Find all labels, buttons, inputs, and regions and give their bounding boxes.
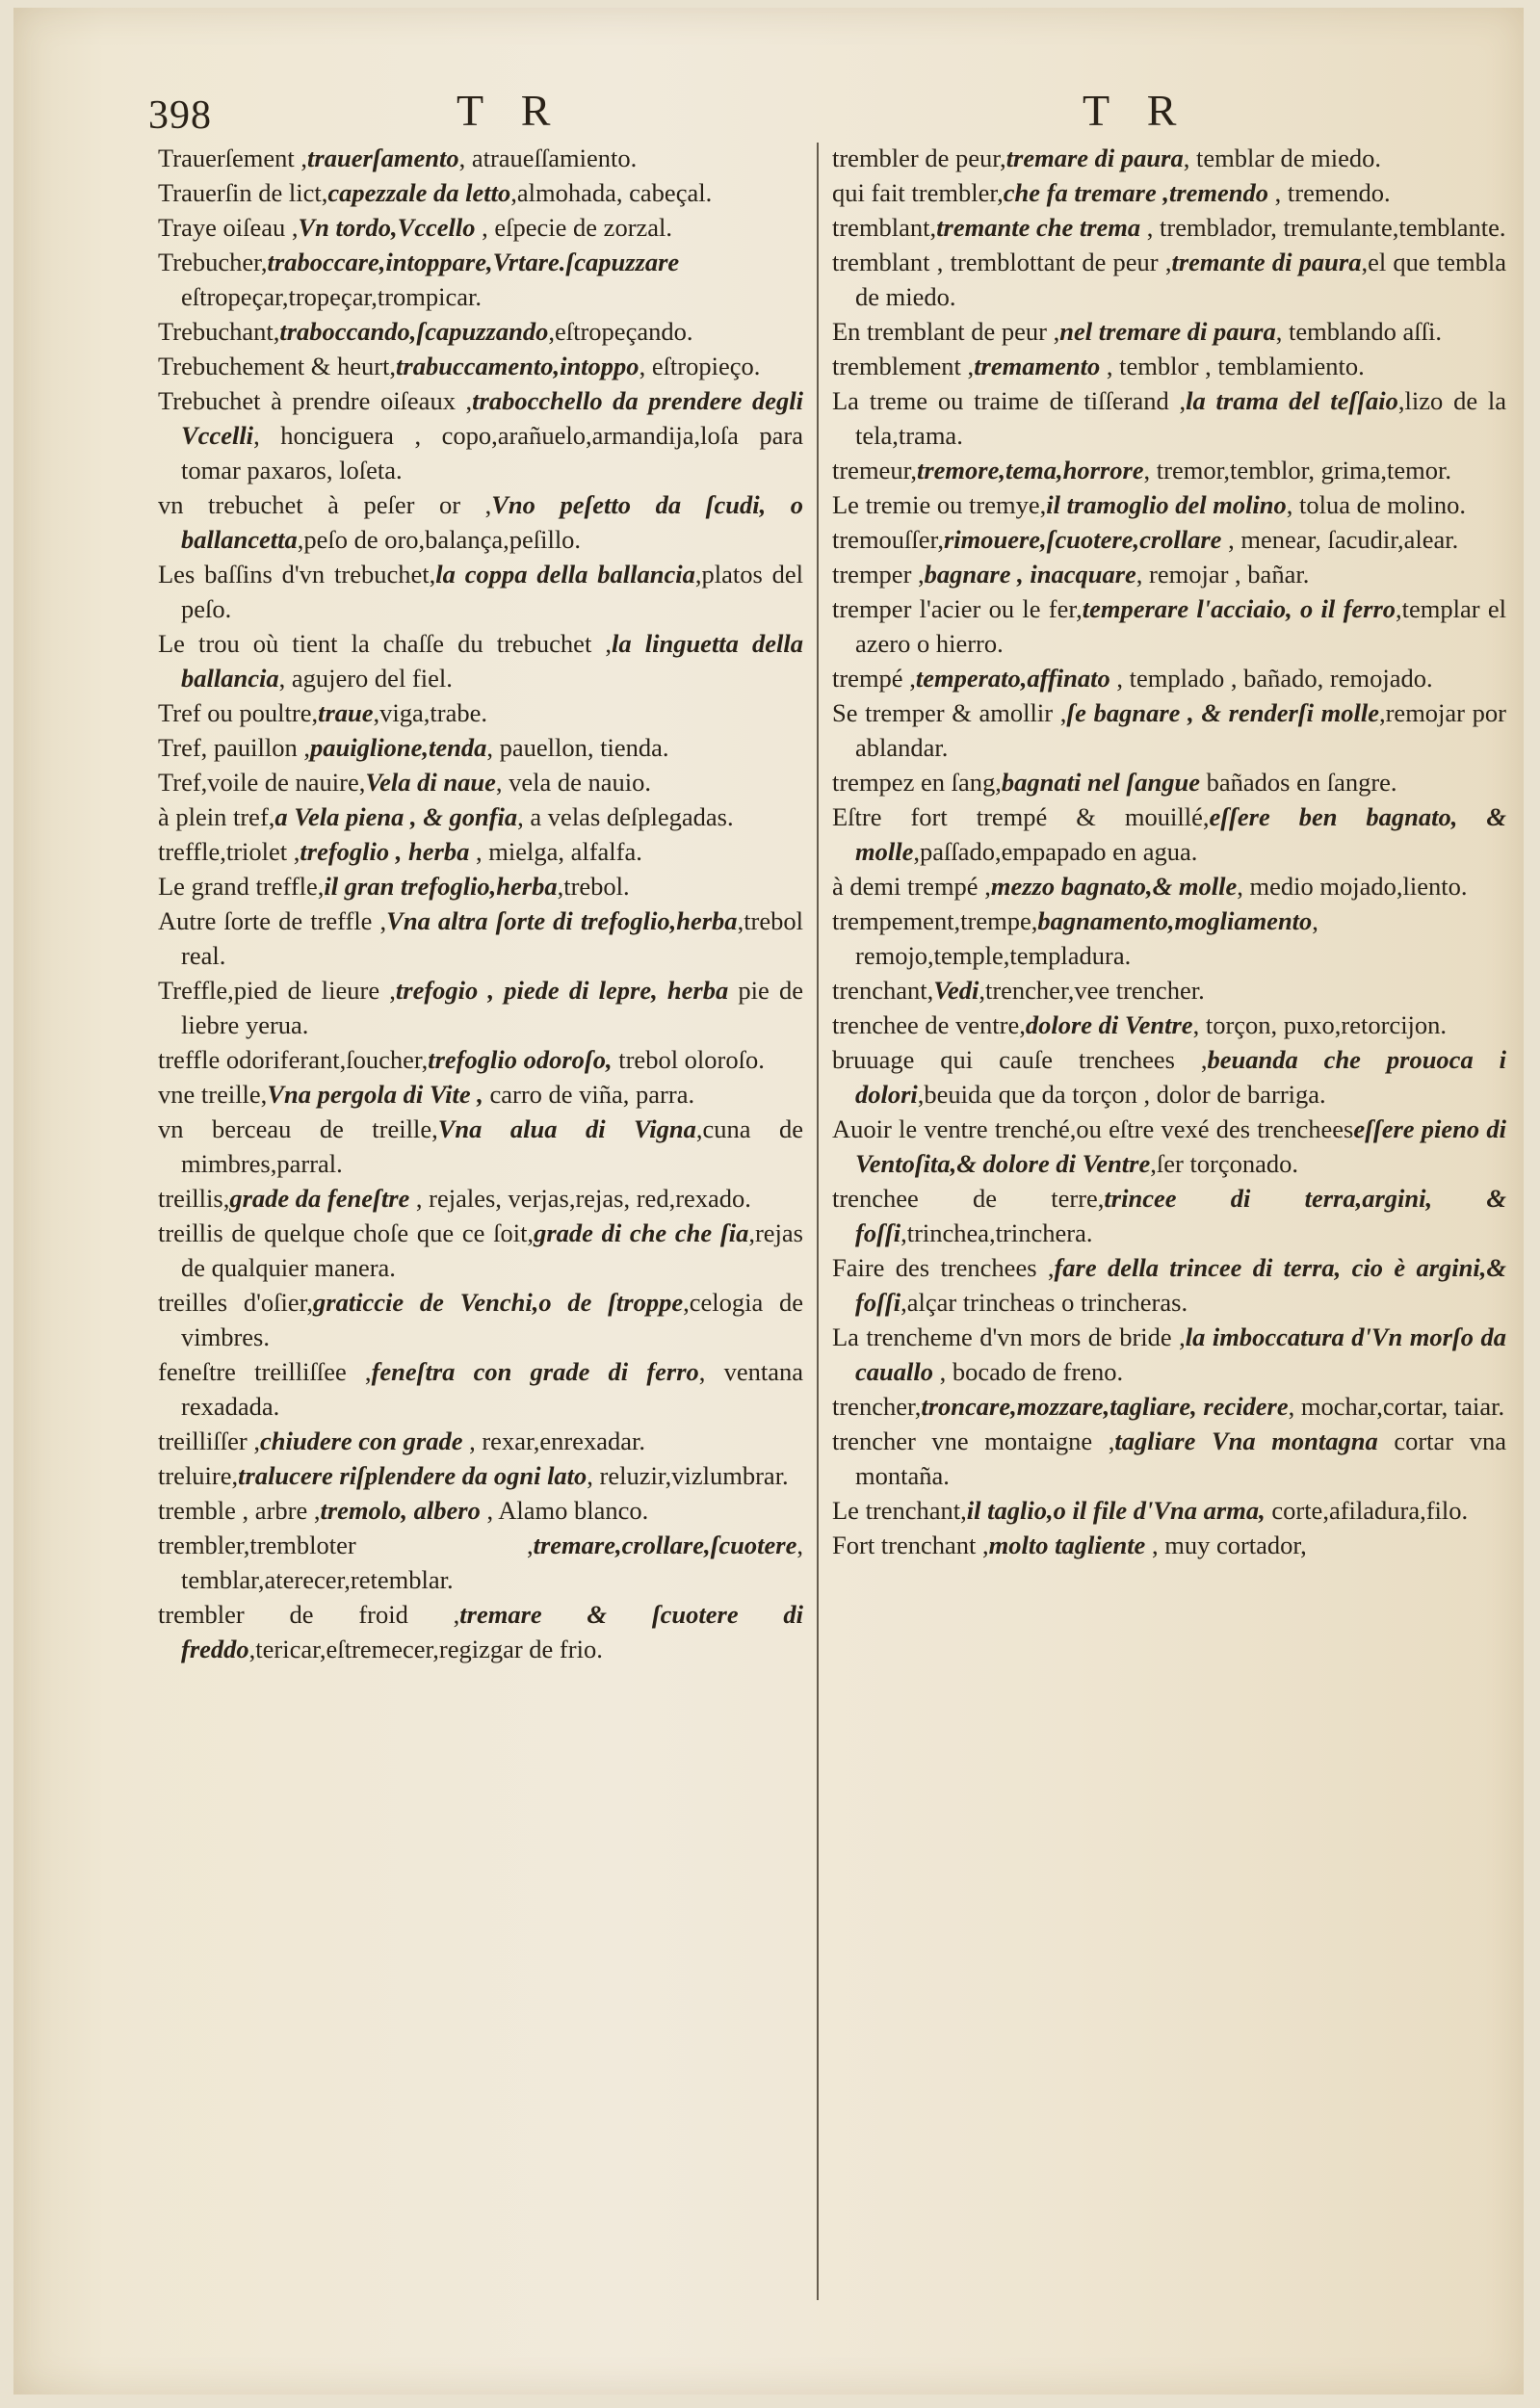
french-headword: trenchee de terre, — [832, 1184, 1105, 1213]
french-headword: vn berceau de treille, — [158, 1114, 438, 1143]
italian-translation: bagnati nel ſangue — [1001, 768, 1200, 797]
spanish-translation: , eſpecie de zorzal. — [475, 213, 673, 242]
italian-translation: la coppa della ballancia — [435, 560, 695, 589]
italian-translation: ſe bagnare , & renderſi molle — [1066, 698, 1379, 727]
right-column — [832, 141, 1506, 1562]
italian-translation: eſſere pieno di Ventoſita,& dolore di Ventre — [855, 1114, 1506, 1178]
french-headword: La treme ou traime de tiſſerand , — [832, 386, 1187, 415]
spanish-translation: , tremendo. — [1268, 178, 1391, 207]
italian-translation: trauerſamento — [307, 144, 459, 172]
dictionary-entry — [832, 973, 1506, 1008]
spanish-translation: ,trinchea,trinchera. — [901, 1218, 1093, 1247]
spanish-translation: ,paſſado,empapado en agua. — [913, 837, 1198, 866]
spanish-translation: , torçon, puxo,retorcijon. — [1192, 1010, 1448, 1039]
italian-translation: dolore di Ventre — [1025, 1010, 1193, 1039]
italian-translation: tremante di paura — [1171, 248, 1362, 276]
french-headword: treffle odoriferant,ſoucher, — [158, 1045, 429, 1074]
dictionary-entry — [832, 557, 1506, 591]
spanish-translation: , atraueſſamiento. — [458, 144, 638, 172]
dictionary-entry — [832, 522, 1506, 557]
dictionary-entry — [158, 1285, 803, 1354]
spanish-translation: ,rejas de qualquier manera. — [181, 1218, 803, 1282]
french-headword: Le tremie ou tremye, — [832, 490, 1047, 519]
dictionary-entry — [158, 626, 803, 695]
page-header — [13, 83, 1524, 141]
french-headword: trenchee de ventre, — [832, 1010, 1026, 1039]
french-headword: trembler de peur, — [832, 144, 1006, 172]
spanish-translation: ,almohada, cabeçal. — [510, 178, 713, 207]
spanish-translation: , templado , bañado, remojado. — [1109, 664, 1433, 693]
french-headword: tremouſſer, — [832, 525, 944, 554]
french-headword: vn trebuchet à peſer or , — [158, 490, 492, 519]
dictionary-entry — [832, 141, 1506, 175]
french-headword: Autre ſorte de treffle , — [158, 906, 387, 935]
spanish-translation: , muy cortador, — [1145, 1531, 1307, 1559]
italian-translation: traboccare,intoppare,Vrtare.ſcapuzzare — [267, 248, 680, 276]
french-headword: tremblement , — [832, 352, 975, 380]
dictionary-entry — [832, 1389, 1506, 1424]
french-headword: tremblant , tremblottant de peur , — [832, 248, 1172, 276]
french-headword: Le grand treffle, — [158, 872, 325, 901]
spanish-translation: ,peſo de oro,balança,peſillo. — [297, 525, 582, 554]
spanish-translation: , a velas deſplegadas. — [517, 802, 734, 831]
dictionary-entry — [158, 1458, 803, 1493]
italian-translation: grade di che che ſia — [534, 1218, 749, 1247]
spanish-translation: , tremor,temblor, grima,temor. — [1143, 456, 1452, 484]
italian-translation: graticcie de Venchi,o de ſtroppe — [313, 1288, 684, 1317]
dictionary-entry — [158, 695, 803, 730]
french-headword: tremper l'acier ou le fer, — [832, 594, 1083, 623]
dictionary-entry — [158, 834, 803, 869]
spanish-translation: , ventana rexadada. — [181, 1357, 803, 1421]
italian-translation: Vedi — [933, 976, 979, 1005]
dictionary-entry — [832, 1042, 1506, 1112]
dictionary-entry — [832, 1320, 1506, 1389]
italian-translation: che fa tremare ,tremendo — [1003, 178, 1269, 207]
dictionary-entry — [832, 1424, 1506, 1493]
italian-translation: tremore,tema,horrore — [916, 456, 1144, 484]
dictionary-entry — [158, 349, 803, 383]
spanish-translation: , temblar,aterecer,retemblar. — [181, 1531, 803, 1594]
running-head-left: T R — [457, 86, 564, 135]
french-headword: feneſtre treilliſſee , — [158, 1357, 372, 1386]
dictionary-entry — [832, 903, 1506, 973]
spanish-translation: , temblar de miedo. — [1183, 144, 1382, 172]
spanish-translation: , remojo,temple,templadura. — [855, 906, 1318, 970]
french-headword: tremper , — [832, 560, 925, 589]
italian-translation: bagnamento,mogliamento — [1037, 906, 1313, 935]
french-headword: vne treille, — [158, 1080, 268, 1109]
spanish-translation: , pauellon, tienda. — [486, 733, 669, 762]
italian-translation: la trama del teſſaio — [1186, 386, 1398, 415]
italian-translation: la imboccatura d'Vn morſo da cauallo — [855, 1322, 1506, 1386]
spanish-translation: , menear, ſacudir,alear. — [1221, 525, 1459, 554]
french-headword: Traye oiſeau , — [158, 213, 299, 242]
spanish-translation: ,trebol. — [557, 872, 630, 901]
french-headword: Se tremper & amollir , — [832, 698, 1067, 727]
dictionary-entry — [158, 1112, 803, 1181]
spanish-translation: , vela de nauio. — [495, 768, 652, 797]
dictionary-entry — [832, 349, 1506, 383]
italian-translation: tralucere riſplendere da ogni lato — [238, 1461, 587, 1490]
spanish-translation: ,templar el azero o hierro. — [855, 594, 1506, 658]
italian-translation: Vela di naue — [365, 768, 496, 797]
dictionary-entry — [158, 1528, 803, 1597]
left-column — [158, 141, 803, 1666]
dictionary-entry — [158, 1493, 803, 1528]
french-headword: treilliſſer , — [158, 1426, 260, 1455]
dictionary-entry — [158, 1216, 803, 1285]
spanish-translation: , tolua de molino. — [1286, 490, 1467, 519]
italian-translation: tremamento — [974, 352, 1101, 380]
spanish-translation: trebol oloroſo. — [612, 1045, 765, 1074]
dictionary-entry — [158, 869, 803, 903]
french-headword: Trauerſin de lict, — [158, 178, 328, 207]
italian-translation: Vna alua di Vigna — [437, 1114, 696, 1143]
french-headword: Trebuchement & heurt, — [158, 352, 397, 380]
dictionary-entry — [832, 1493, 1506, 1528]
italian-translation: chiudere con grade — [259, 1426, 463, 1455]
spanish-translation: , rexar,enrexadar. — [462, 1426, 645, 1455]
spanish-translation: ,platos del peſo. — [181, 560, 803, 623]
italian-translation: trefoglio odoroſo, — [428, 1045, 613, 1074]
french-headword: trembler,trembloter , — [158, 1531, 534, 1559]
french-headword: trempé , — [832, 664, 916, 693]
dictionary-entry — [158, 1181, 803, 1216]
italian-translation: trefoglio , herba — [300, 837, 470, 866]
italian-translation: temperato,affinato — [915, 664, 1110, 693]
dictionary-entry — [158, 1354, 803, 1424]
french-headword: treillis de quelque choſe que ce ſoit, — [158, 1218, 535, 1247]
dictionary-entry — [832, 1528, 1506, 1562]
italian-translation: nel tremare di paura — [1059, 317, 1276, 346]
french-headword: Eſtre fort trempé & mouillé, — [832, 802, 1210, 831]
french-headword: trencher vne montaigne , — [832, 1426, 1115, 1455]
french-headword: Fort trenchant , — [832, 1531, 989, 1559]
italian-translation: il taglio,o il file d'Vna arma, — [966, 1496, 1266, 1525]
spanish-translation: ,beuida que da torçon , dolor de barriga. — [917, 1080, 1326, 1109]
dictionary-entry — [832, 1008, 1506, 1042]
french-headword: Auoir le ventre trenché,ou eſtre vexé des trenchees — [832, 1114, 1354, 1143]
book-page — [13, 8, 1524, 2395]
italian-translation: Vna altra ſorte di trefoglio,herba — [386, 906, 738, 935]
french-headword: Trebuchet à prendre oiſeaux , — [158, 386, 473, 415]
french-headword: trembler de froid , — [158, 1600, 460, 1629]
spanish-translation: , tremblador, tremulante,temblante. — [1140, 213, 1506, 242]
dictionary-entry — [158, 487, 803, 557]
spanish-translation: corte,afiladura,filo. — [1265, 1496, 1469, 1525]
italian-translation: beuanda che prouoca i dolori — [855, 1045, 1506, 1109]
dictionary-entry — [158, 1077, 803, 1112]
french-headword: Faire des trenchees , — [832, 1253, 1055, 1282]
spanish-translation: ,viga,trabe. — [373, 698, 488, 727]
dictionary-entry — [158, 175, 803, 210]
spanish-translation: , Alamo blanco. — [480, 1496, 649, 1525]
italian-translation: tremare,crollare,ſcuotere — [533, 1531, 797, 1559]
dictionary-entry — [158, 1597, 803, 1666]
dictionary-entry — [158, 314, 803, 349]
italian-translation: troncare,mozzare,tagliare, recidere — [921, 1392, 1289, 1421]
italian-translation: rimouere,ſcuotere,crollare — [943, 525, 1222, 554]
italian-translation: pauiglione,tenda — [310, 733, 487, 762]
spanish-translation: , medio mojado,liento. — [1237, 872, 1468, 901]
italian-translation: grade da feneſtre — [229, 1184, 410, 1213]
dictionary-entry — [158, 383, 803, 487]
dictionary-entry — [832, 314, 1506, 349]
dictionary-entry — [158, 799, 803, 834]
spanish-translation: bañados en ſangre. — [1200, 768, 1397, 797]
italian-translation: trabocchello da prendere degli Vccelli — [181, 386, 803, 450]
italian-translation: trefogio , piede di lepre, herba — [395, 976, 729, 1005]
french-headword: à plein tref, — [158, 802, 275, 831]
french-headword: En tremblant de peur , — [832, 317, 1060, 346]
spanish-translation: , reluzir,vizlumbrar. — [587, 1461, 789, 1490]
dictionary-entry — [832, 869, 1506, 903]
dictionary-entry — [158, 557, 803, 626]
spanish-translation: ,trebol real. — [181, 906, 803, 970]
italian-translation: Vn tordo,Vccello — [298, 213, 476, 242]
french-headword: treluire, — [158, 1461, 239, 1490]
french-headword: Tref ou poultre, — [158, 698, 319, 727]
french-headword: treffle,triolet , — [158, 837, 300, 866]
french-headword: trempez en ſang, — [832, 768, 1002, 797]
italian-translation: Vno peſetto da ſcudi, o ballancetta — [181, 490, 803, 554]
italian-translation: eſſere ben bagnato, & molle — [855, 802, 1506, 866]
italian-translation: tremare & ſcuotere di freddo — [181, 1600, 803, 1663]
dictionary-entry — [158, 973, 803, 1042]
italian-translation: molto tagliente — [988, 1531, 1146, 1559]
dictionary-entry — [832, 765, 1506, 799]
italian-translation: mezzo bagnato,& molle — [990, 872, 1238, 901]
italian-translation: tremolo, albero — [320, 1496, 481, 1525]
french-headword: Le trenchant, — [832, 1496, 967, 1525]
spanish-translation: , rejales, verjas,rejas, red,rexado. — [409, 1184, 751, 1213]
spanish-translation: ,el que tembla de miedo. — [855, 248, 1507, 311]
italian-translation: il tramoglio del molino — [1046, 490, 1287, 519]
dictionary-entry — [832, 175, 1506, 210]
italian-translation: feneſtra con grade di ferro — [371, 1357, 699, 1386]
french-headword: treillis, — [158, 1184, 230, 1213]
spanish-translation: , mochar,cortar, taiar. — [1288, 1392, 1505, 1421]
spanish-translation: , remojar , bañar. — [1135, 560, 1310, 589]
dictionary-entry — [832, 1181, 1506, 1250]
spanish-translation: ,tericar,eſtremecer,regizgar de frio. — [248, 1635, 603, 1663]
dictionary-entry — [832, 799, 1506, 869]
italian-translation: traue — [318, 698, 374, 727]
french-headword: tremeur, — [832, 456, 917, 484]
italian-translation: traboccando,ſcapuzzando — [279, 317, 549, 346]
italian-translation: capezzale da letto — [327, 178, 511, 207]
french-headword: Trauerſement , — [158, 144, 308, 172]
dictionary-entry — [832, 591, 1506, 661]
french-headword: trenchant, — [832, 976, 934, 1005]
italian-translation: trincee di terra,argini, & foſſi — [855, 1184, 1506, 1247]
dictionary-entry — [158, 1042, 803, 1077]
spanish-translation: , honciguera , copo,arañuelo,armandija,loſa para tomar paxaros, loſeta. — [181, 421, 803, 484]
french-headword: Trebucher, — [158, 248, 268, 276]
dictionary-entry — [158, 765, 803, 799]
dictionary-entry — [158, 903, 803, 973]
french-headword: Tref,voile de nauire, — [158, 768, 366, 797]
french-headword: trempement,trempe, — [832, 906, 1038, 935]
french-headword: à demi trempé , — [832, 872, 991, 901]
column-divider — [817, 143, 819, 2300]
spanish-translation: ,lizo de la tela,trama. — [855, 386, 1506, 450]
italian-translation: trabuccamento,intoppo — [396, 352, 639, 380]
dictionary-entry — [832, 210, 1506, 245]
dictionary-entry — [832, 661, 1506, 695]
dictionary-entry — [158, 245, 803, 314]
spanish-translation: , eſtropieço. — [639, 352, 761, 380]
spanish-translation: pie de liebre yerua. — [181, 976, 803, 1039]
french-headword: Tref, pauillon , — [158, 733, 311, 762]
french-headword: qui fait trembler, — [832, 178, 1004, 207]
italian-translation: a Vela piena , & gonfia — [274, 802, 518, 831]
running-head-right: T R — [1083, 86, 1190, 135]
dictionary-entry — [832, 487, 1506, 522]
french-headword: trencher, — [832, 1392, 922, 1421]
spanish-translation: , agujero del fiel. — [278, 664, 453, 693]
dictionary-entry — [832, 453, 1506, 487]
spanish-translation: ,eſtropeçando. — [548, 317, 693, 346]
dictionary-entry — [158, 730, 803, 765]
italian-translation: temperare l'acciaio, o il ferro — [1082, 594, 1396, 623]
spanish-translation: , bocado de freno. — [932, 1357, 1124, 1386]
italian-translation: tagliare Vna montagna — [1114, 1426, 1378, 1455]
page-number: 398 — [148, 93, 212, 138]
spanish-translation: , temblor , temblamiento. — [1100, 352, 1365, 380]
french-headword: Le trou où tient la chaſſe du trebuchet , — [158, 629, 613, 658]
italian-translation: tremare di paura — [1005, 144, 1184, 172]
french-headword: tremble , arbre , — [158, 1496, 321, 1525]
spanish-translation: ,ſer torçonado. — [1150, 1149, 1299, 1178]
spanish-translation: eſtropeçar,tropeçar,trompicar. — [181, 282, 483, 311]
french-headword: tremblant, — [832, 213, 937, 242]
french-headword: treilles d'oſier, — [158, 1288, 313, 1317]
italian-translation: Vna pergola di Vite , — [267, 1080, 483, 1109]
dictionary-entry — [832, 383, 1506, 453]
italian-translation: tremante che trema — [936, 213, 1141, 242]
dictionary-entry — [832, 1250, 1506, 1320]
spanish-translation: , temblando aſſi. — [1275, 317, 1442, 346]
spanish-translation: cortar vna montaña. — [855, 1426, 1506, 1490]
spanish-translation: ,remojar por ablandar. — [855, 698, 1506, 762]
french-headword: Treffle,pied de lieure , — [158, 976, 396, 1005]
spanish-translation: ,alçar trincheas o trincheras. — [901, 1288, 1188, 1317]
dictionary-entry — [158, 210, 803, 245]
spanish-translation: ,trencher,vee trencher. — [979, 976, 1205, 1005]
spanish-translation: ,celogia de vimbres. — [181, 1288, 804, 1351]
french-headword: bruuage qui cauſe trenchees , — [832, 1045, 1208, 1074]
dictionary-entry — [832, 695, 1506, 765]
spanish-translation: ,cuna de mimbres,parral. — [181, 1114, 803, 1178]
italian-translation: bagnare , inacquare — [924, 560, 1136, 589]
spanish-translation: carro de viña, parra. — [483, 1080, 695, 1109]
dictionary-entry — [158, 1424, 803, 1458]
spanish-translation: , mielga, alfalfa. — [469, 837, 642, 866]
dictionary-entry — [832, 1112, 1506, 1181]
french-headword: Trebuchant, — [158, 317, 280, 346]
dictionary-entry — [832, 245, 1506, 314]
italian-translation: il gran trefoglio,herba — [324, 872, 558, 901]
french-headword: Les baſſins d'vn trebuchet, — [158, 560, 436, 589]
italian-translation: la linguetta della ballancia — [181, 629, 803, 693]
french-headword: La trencheme d'vn mors de bride , — [832, 1322, 1186, 1351]
dictionary-entry — [158, 141, 803, 175]
italian-translation: fare della trincee di terra, cio è argini,& foſſi — [855, 1253, 1506, 1317]
